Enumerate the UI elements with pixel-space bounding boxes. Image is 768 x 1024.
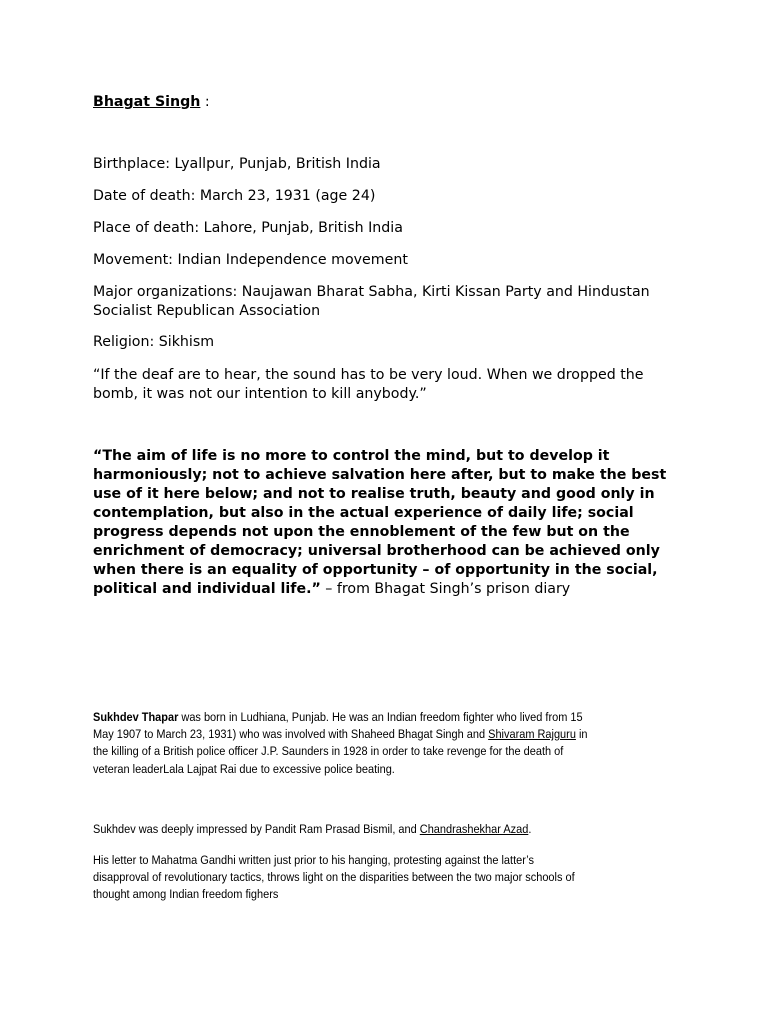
quote-deaf-line-1: “If the deaf are to hear, the sound has to be very loud. When we dropped the	[93, 367, 644, 383]
quote-line-6: enrichment of democracy; universal brotherhood can be achieved only	[93, 543, 660, 559]
organizations-line-1: Major organizations: Naujawan Bharat Sabha, Kirti Kissan Party and Hindustan	[93, 284, 650, 300]
quote-line-2: harmoniously; not to achieve salvation here after, but to make the best	[93, 467, 667, 483]
quote-aim-of-life	[93, 447, 666, 599]
quote-line-1: “The aim of life is no more to control the mind, but to develop it	[93, 448, 610, 464]
religion: Religion: Sikhism	[93, 334, 215, 350]
quote-deaf	[93, 366, 644, 404]
sukhdev-letter-line-1: His letter to Mahatma Gandhi written just prior to his hanging, protesting against the latter’s	[93, 853, 535, 867]
sukhdev-intro-line-3: the killing of a British police officer J.P. Saunders in 1928 in order to take revenge for the death of	[93, 744, 564, 759]
page-title	[93, 93, 210, 112]
sukhdev-impressed-end: .	[528, 822, 532, 836]
sukhdev-name: Sukhdev Thapar	[93, 710, 179, 724]
quote-line-3: use of it here below; and not to realise truth, beauty and good only in	[93, 486, 655, 502]
sukhdev-impressed	[93, 821, 678, 838]
link-shivaram-rajguru[interactable]: Shivaram Rajguru	[488, 727, 576, 742]
quote-line-4: contemplation, but also in the actual experience of daily life; social	[93, 505, 634, 521]
quote-line-7: when there is an equality of opportunity – of opportunity in the social,	[93, 562, 658, 578]
sukhdev-intro-line-2-end: in	[575, 727, 588, 742]
sukhdev-letter-line-3: thought among Indian freedom fighers	[93, 887, 279, 902]
quote-line-5: progress depends not upon the ennoblement of the few but on the	[93, 524, 630, 540]
birthplace: Birthplace: Lyallpur, Punjab, British India	[93, 156, 381, 172]
quote-line-8: political and individual life.”	[93, 581, 321, 597]
title-name: Bhagat Singh	[93, 94, 201, 110]
quote-source: – from Bhagat Singh’s prison diary	[320, 581, 571, 597]
organizations-line-2: Socialist Republican Association	[93, 303, 321, 319]
sukhdev-letter-line-2: disapproval of revolutionary tactics, throws light on the disparities between the two major schools of	[93, 870, 575, 885]
sukhdev-intro-line-1: was born in Ludhiana, Punjab. He was an Indian freedom fighter who lived from 15	[178, 710, 583, 724]
death-place: Place of death: Lahore, Punjab, British India	[93, 220, 403, 236]
movement: Movement: Indian Independence movement	[93, 252, 408, 268]
title-suffix: :	[200, 94, 210, 110]
death-date: Date of death: March 23, 1931 (age 24)	[93, 188, 376, 204]
quote-deaf-line-2: bomb, it was not our intention to kill anybody.”	[93, 386, 427, 402]
sukhdev-intro-line-2: May 1907 to March 23, 1931) who was involved with Shaheed Bhagat Singh and	[93, 727, 489, 742]
sukhdev-letter	[93, 852, 678, 904]
organizations	[93, 283, 650, 321]
link-chandrashekhar-azad[interactable]: Chandrashekhar Azad	[419, 822, 529, 836]
sukhdev-impressed-text: Sukhdev was deeply impressed by Pandit Ram Prasad Bismil, and	[93, 822, 420, 836]
sukhdev-intro-line-4: veteran leaderLala Lajpat Rai due to excessive police beating.	[93, 761, 395, 776]
sukhdev-intro	[93, 709, 678, 778]
